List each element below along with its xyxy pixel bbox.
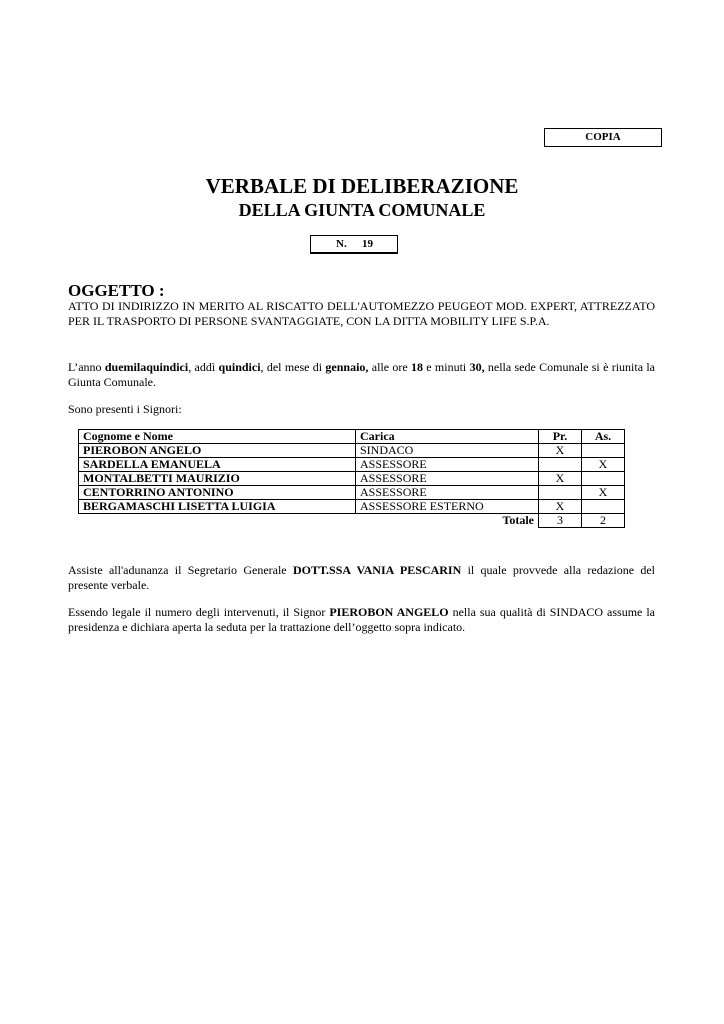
member-role: ASSESSORE — [356, 472, 539, 486]
essendo-text-2: nella sua qualità di SINDACO assume la presidenza e dichiara aperta la seduta per la trattazione dell’oggetto sopra indicato. — [68, 605, 655, 634]
session-month: gennaio, — [325, 360, 369, 374]
member-name: SARDELLA EMANUELA — [79, 458, 356, 472]
session-text-6: nella sede Comunale si è riunita la Giunta Comunale. — [68, 360, 655, 389]
member-absent — [582, 472, 625, 486]
session-text-5: e minuti — [423, 360, 470, 374]
member-present: X — [539, 472, 582, 486]
number-label: N. — [336, 238, 347, 250]
header-presente: Pr. — [539, 430, 582, 444]
table-row — [79, 444, 625, 458]
session-text-3: , del mese di — [260, 360, 326, 374]
member-name: PIEROBON ANGELO — [79, 444, 356, 458]
number-value: 19 — [362, 238, 373, 250]
session-year: duemilaquindici — [104, 360, 189, 374]
member-absent: X — [582, 458, 625, 472]
header-nome: Cognome e Nome — [79, 430, 356, 444]
table-row — [79, 486, 625, 500]
presenti-label: Sono presenti i Signori: — [68, 402, 182, 416]
totale-label: Totale — [356, 514, 539, 528]
member-name: CENTORRINO ANTONINO — [79, 486, 356, 500]
segretario-name: DOTT.SSA VANIA PESCARIN — [292, 563, 462, 577]
totale-present: 3 — [539, 514, 582, 528]
session-day: quindici — [218, 360, 261, 374]
session-text-4: alle ore — [368, 360, 411, 374]
member-role: SINDACO — [356, 444, 539, 458]
session-text-2: , addì — [188, 360, 219, 374]
member-present: X — [539, 500, 582, 514]
table-row — [79, 458, 625, 472]
totale-absent: 2 — [582, 514, 625, 528]
member-absent: X — [582, 486, 625, 500]
member-present — [539, 486, 582, 500]
member-present — [539, 458, 582, 472]
presidente-name: PIEROBON ANGELO — [329, 605, 449, 619]
member-name: MONTALBETTI MAURIZIO — [79, 472, 356, 486]
essendo-text-1: Essendo legale il numero degli intervenuti, il Signor — [68, 605, 330, 619]
member-present: X — [539, 444, 582, 458]
essendo-paragraph — [68, 605, 655, 635]
session-text-1: L’anno — [68, 360, 105, 374]
member-role: ASSESSORE — [356, 486, 539, 500]
oggetto-text: ATTO DI INDIRIZZO IN MERITO AL RISCATTO DELL'AUTOMEZZO PEUGEOT MOD. EXPERT, ATTREZZATO PER IL TRASPORTO DI PERSONE SVANTAGGIATE, CON LA DITTA MOBILITY LIFE S.P.A. — [68, 299, 655, 328]
header-assente: As. — [582, 430, 625, 444]
session-minutes: 30, — [469, 360, 485, 374]
totals-row — [79, 514, 625, 528]
table-row — [79, 500, 625, 514]
empty-cell — [79, 514, 356, 528]
header-carica: Carica — [356, 430, 539, 444]
member-absent — [582, 444, 625, 458]
member-absent — [582, 500, 625, 514]
member-name: BERGAMASCHI LISETTA LUIGIA — [79, 500, 356, 514]
table-header-row — [79, 430, 625, 444]
member-role: ASSESSORE — [356, 458, 539, 472]
assiste-text-1: Assiste all'adunanza il Segretario Generale — [68, 563, 293, 577]
deliberation-number-box — [310, 235, 398, 254]
assiste-text-2: il quale provvede alla redazione del presente verbale. — [68, 563, 656, 592]
session-paragraph — [68, 360, 655, 390]
table-row — [79, 472, 625, 486]
copia-label: COPIA — [544, 128, 662, 147]
document-subtitle: DELLA GIUNTA COMUNALE — [238, 200, 486, 220]
assiste-paragraph — [68, 563, 655, 593]
member-role: ASSESSORE ESTERNO — [356, 500, 539, 514]
oggetto-heading: OGGETTO : — [68, 281, 165, 300]
members-table — [78, 429, 625, 528]
session-hour: 18 — [411, 360, 423, 374]
document-title: VERBALE DI DELIBERAZIONE — [205, 174, 519, 198]
